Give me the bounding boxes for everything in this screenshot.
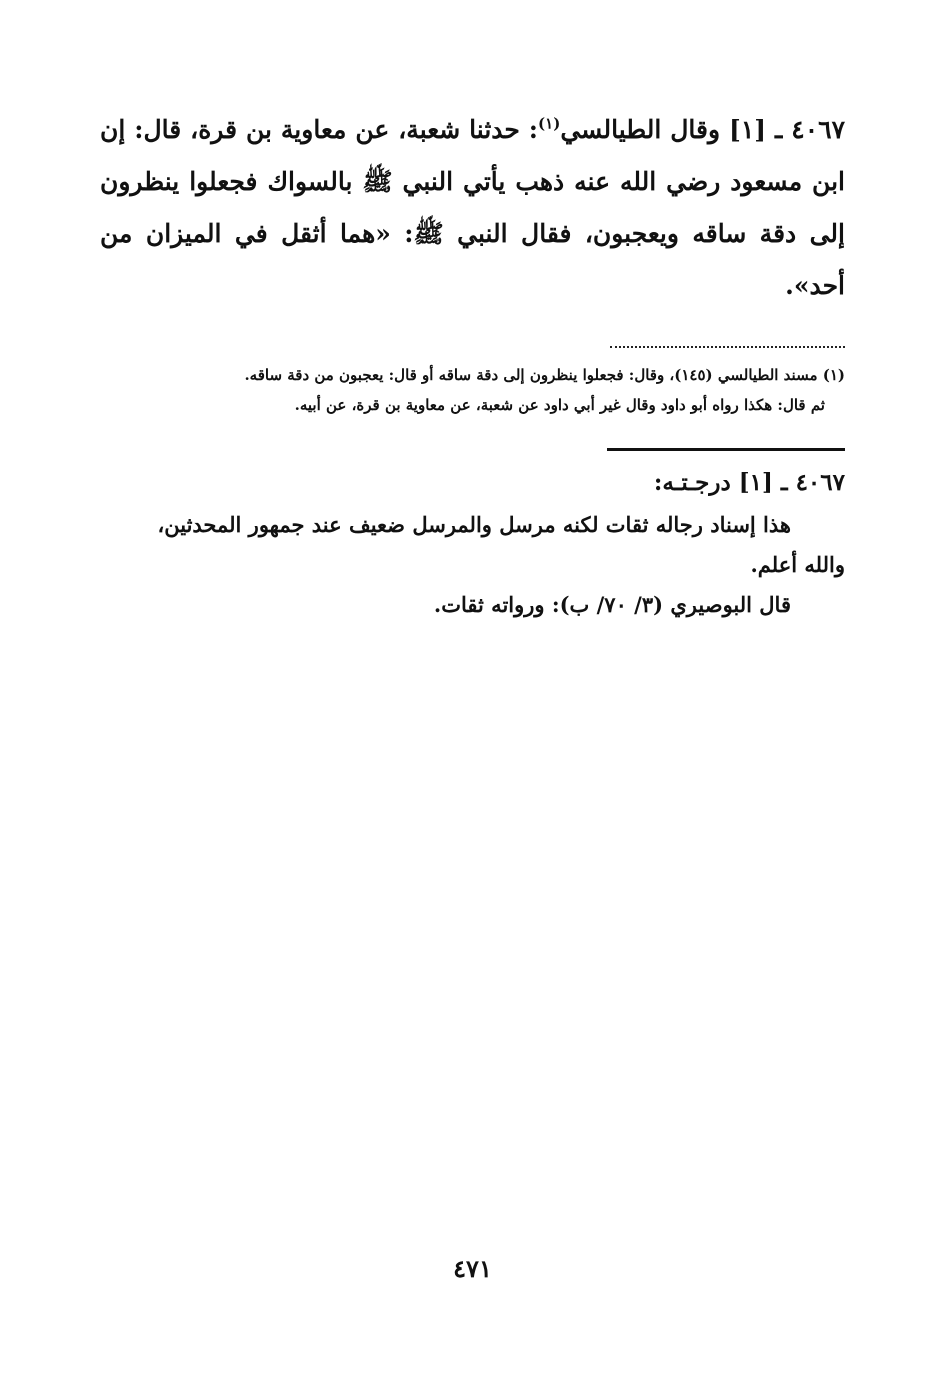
hadith-body: : حدثنا شعبة، عن معاوية بن قرة، قال: إن ابن مسعود رضي الله عنه ذهب يأتي النبي ﷺ بالسواك فجعلوا ينظرون إلى دقة ساقه ويعجبون، فقال النبي ﷺ: «هما أثقل في الميزان من أحد».	[100, 115, 845, 300]
footnote-line-1: (١) مسند الطيالسي (١٤٥)، وقال: فجعلوا ينظرون إلى دقة ساقه أو قال: يعجبون من دقة ساقه.	[244, 366, 845, 384]
footnote-line-2: ثم قال: هكذا رواه أبو داود وقال غير أبي داود عن شعبة، عن معاوية بن قرة، عن أبيه.	[294, 396, 825, 414]
footnote-marker[interactable]: (١)	[538, 114, 561, 133]
page-number: ٤٧١	[453, 1254, 492, 1283]
grade-title: ٤٠٦٧ ـ [١] درجـتـه:	[653, 469, 845, 496]
page-content	[100, 104, 845, 625]
footnote-block	[100, 360, 845, 420]
grade-line-1: هذا إسناد رجاله ثقات لكنه مرسل والمرسل ضعيف عند جمهور المحدثين،	[157, 512, 791, 537]
grade-line-2: والله أعلم.	[750, 552, 845, 577]
grade-section	[100, 461, 845, 625]
footnote-divider	[610, 336, 845, 348]
hadith-number-intro: ٤٠٦٧ ـ [١] وقال الطيالسي	[560, 115, 846, 144]
hadith-text	[100, 104, 845, 312]
grade-line-3: قال البوصيري (٣/ ٧٠/ ب): ورواته ثقات.	[433, 592, 791, 617]
section-separator	[607, 448, 845, 451]
